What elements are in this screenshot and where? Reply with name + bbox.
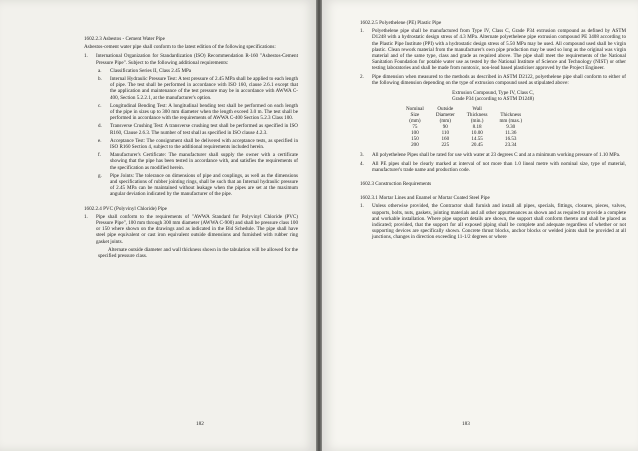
section-heading-construction: 1602.3 Construction Requirements [360, 181, 432, 188]
table-row: 150 160 14.55 16.53 [411, 136, 517, 143]
header-thickness-max: Thickness mm (max.) [499, 112, 523, 125]
construction-item-1: 1. Unless otherwise provided, the Contractor shall furnish and install all pipes, specials, fittings, closures, pieces, valves, supports, bolts, nuts, gaskets, jointing materials and all other appurtenances as shown and as required to provide a complete and workable installation. Where pipe support details are shown, the support shall conform thereto and shall be placed as indicated; provided, that the support for all exposed piping shall be complete and adequate regardless of whether or not supporting devices are specifically shown. Concrete thrust blocks, anchor blocks or welded joints shall be provided at all junctions, changes in direction exceeding 11-1/2 degrees or where [360, 203, 626, 241]
pvc-note: Alternate outside diameter and wall thickness shown in the tabulation will be allowed for the specified pressure class. [98, 246, 298, 260]
pe-item-1: 1. Polyethelene pipe shall be manufactured from Type IV, Class C, Grade P34 extrusion compound as defined by ASTM D1248 with a hydrostatic design stress of 4.3 MPa. Alternate polyethelene pipe extrusion compound PE 3408 according to the Plastic Pipe Institute (PPI) with a hydrostatic design stress of 5.50 MPa may be used. All compound used shall be virgin plastic. Clean rework material from the manufacturer's own pipe production may be used so long as the original was virgin material and of the same type, class and grade as required above. The pipe shall meet the requirements of the National Sanitation Foundation for potable water use as tested by the National Institute of Science and Technology (NIST) or other testing laboratories and shall be made from nontoxic, non-lead based plasticiser approved by the Project Engineer. [360, 28, 626, 72]
section-heading-pe: 1602.2.5 Polyethelene (PE) Plastic Pipe [360, 20, 442, 26]
table-row: 75 90 8.18 9.30 [412, 124, 516, 131]
table-row: 100 110 10.00 11.36 [411, 130, 517, 137]
table-caption: Extrusion Compound, Type IV, Class C, Grade P34 (according to ASTM D1248) [452, 90, 534, 103]
pe-item-2-text: Pipe dimension when measured to the methods as described in ASTM D2122, polyethelene pipe shall conform to either of the following dimension depending on the type of extrusion compound used as stipulated above: [372, 73, 626, 86]
subitem-a: a. Classification Series II, Class 2.45 MPa [98, 67, 192, 74]
table-row: 200 225 20.45 23.34 [411, 142, 517, 149]
pvc-item-1-text: Pipe shall conform to the requirements of "AWWA Standard for Polyvinyl Chloride (PVC) Pressure Pipe", 100 mm through 300 mm diameter (AWWA C-900) and shall be pressure class 100 or 150 where shown on the drawings and as indicated in the Bid Schedule. The pipe shall have steel pipe equivalent or cast iron equivalent outside dimensions and furnished with rubber ring gasket joints. [96, 213, 298, 245]
pe-item-4-text: All PE pipes shall be clearly marked at interval of not more than 1.0 lineal metre with nominal size, type of material, manufacturer's trade name and production code. [372, 160, 626, 173]
left-page [0, 0, 316, 451]
subitem-d: d. Transverse Crushing Test: A transverse crushing test shall be performed as specified in ISO R160, Clause 2.6.3. The number of test shall as specified in ISO clause 4.2.3. [98, 123, 298, 136]
asbestos-item-1: 1. International Organization for Standardization (ISO) Recommendation R-160 "Asbestos-Cement Pressure Pipe". Subject to the following additional requirements: [84, 53, 298, 66]
section-heading-asbestos: 1602.2.3 Asbestos - Cement Water Pipe [84, 36, 165, 42]
pvc-item-1: 1. Pipe shall conform to the requirements of "AWWA Standard for Polyvinyl Chloride (PVC) Pressure Pipe", 100 mm through 300 mm diameter (AWWA C-900) and shall be pressure class 100 or 150 where shown on the drawings and as indicated in the Bid Schedule. The pipe shall have steel pipe equivalent or cast iron equivalent outside dimensions and furnished with rubber ring gasket joints. [84, 213, 298, 245]
page-number-right: 183 [462, 421, 470, 427]
asbestos-item-1-text: International Organization for Standardization (ISO) Recommendation R-160 "Asbestos-Cement Pressure Pipe". Subject to the following additional requirements: [96, 53, 298, 66]
asbestos-subitems [98, 68, 298, 198]
asbestos-intro: Asbestos-cement water pipe shall conform to the latest edition of the following specifications: [84, 44, 276, 51]
header-outside-diameter: Outside Diameter (mm) [435, 106, 455, 125]
pe-item-3-text: All polyethelene Pipes shall be rated for use with water at 23 degrees C and at a minimum working pressure of 1.10 MPa. [372, 152, 621, 159]
pe-item-2: 2. Pipe dimension when measured to the methods as described in ASTM D2122, polyethelene pipe shall conform to either of the following dimension depending on the type of extrusion compound used as stipulated above: [360, 73, 626, 86]
header-nominal-size: Nominal Size (mm) [406, 106, 424, 125]
construction-item-1-text: Unless otherwise provided, the Contractor shall furnish and install all pipes, specials, fittings, closures, pieces, valves, supports, bolts, nuts, gaskets, jointing materials and all other appurtenances as shown and as required to provide a complete and workable installation. Where pipe support details are shown, the support shall conform thereto and shall be placed as indicated; provided, that the support for all exposed piping shall be complete and adequate regardless of whether or not supporting devices are specifically shown. Concrete thrust blocks, anchor blocks or welded joints shall be provided at all junctions, changes in direction exceeding 11-1/2 degrees or where [372, 203, 626, 241]
right-page [322, 0, 638, 451]
table-header-row [400, 106, 528, 124]
subitem-f: f. Manufacturer's Certificate: The manufacturer shall supply the owner with a certificate showing that the pipe has been tested in accordance with, and satisfies the requirements of the specification as modified herein. [98, 152, 298, 171]
pe-item-3: 3. All polyethelene Pipes shall be rated for use with water at 23 degrees C and at a minimum working pressure of 1.10 MPa. [360, 152, 626, 158]
subitem-g: g. Pipe Joints: The tolerance on dimensions of pipe and couplings, as well as the dimensions and specifications of rubber jointing rings, shall be such that an Internal hydraulic pressure of 2.45 MPa can be maintained without leakage when the pipes are set at the maximum angular deviation indicated by the manufacturer of the pipe. [98, 172, 298, 198]
page-number-left: 182 [196, 421, 204, 427]
pe-dimension-table [400, 106, 528, 148]
section-heading-mortar: 1602.3.1 Mortar Lines and Enamel or Mortar Coated Steel Pipe [360, 195, 490, 202]
pe-item-1-text: Polyethelene pipe shall be manufactured from Type IV, Class C, Grade P34 extrusion compound as defined by ASTM D1248 with a hydrostatic design stress of 4.3 MPa. Alternate polyethelene pipe extrusion compound PE 3408 according to the Plastic Pipe Institute (PPI) with a hydrostatic design stress of 5.50 MPa may be used. All compound used shall be virgin plastic. Clean rework material from the manufacturer's own pipe production may be used so long as the original was virgin material and of the same type, class and grade as required above. The pipe shall meet the requirements of the National Sanitation Foundation for potable water use as tested by the National Institute of Science and Technology (NIST) or other testing laboratories and shall be made from nontoxic, non-lead based plasticiser approved by the Project Engineer. [372, 28, 626, 72]
pe-item-4: 4. All PE pipes shall be clearly marked at interval of not more than 1.0 lineal metre with nominal size, type of material, manufacturer's trade name and production code. [360, 160, 626, 173]
subitem-c: c. Longitudinal Bending Test: A longitudinal bending test shall be performed on each length of the pipe in sizes up to 300 mm diameter when the length exceed 3.0 m. The test shall be performed in accordance with the requirements of AWWA C-400 Section 5.2.3 Class 100. [98, 102, 298, 122]
header-wall-thickness: Wall Thickness (min.) [466, 106, 488, 125]
subitem-b: b. Internal Hydraulic Pressure Test: A test pressure of 2.45 MPa shall be applied to each length of pipe. The test shall be performed in accordance with ISO 160, clause 2.6.1 except that the application and maintenance of the test pressure may be in accordance with AWWA C-400, Section 5.2.2.1, at the manufacturer's option. [98, 76, 298, 101]
subitem-e: e. Acceptance Test: The consignment shall be delivered with acceptance tests, as specified in ISO R160 Section 4, subject to the additional requirements included herein. [98, 137, 298, 151]
section-heading-pvc: 1602.2.4 PVC (Polyvinyl Chloride) Pipe [84, 205, 167, 212]
